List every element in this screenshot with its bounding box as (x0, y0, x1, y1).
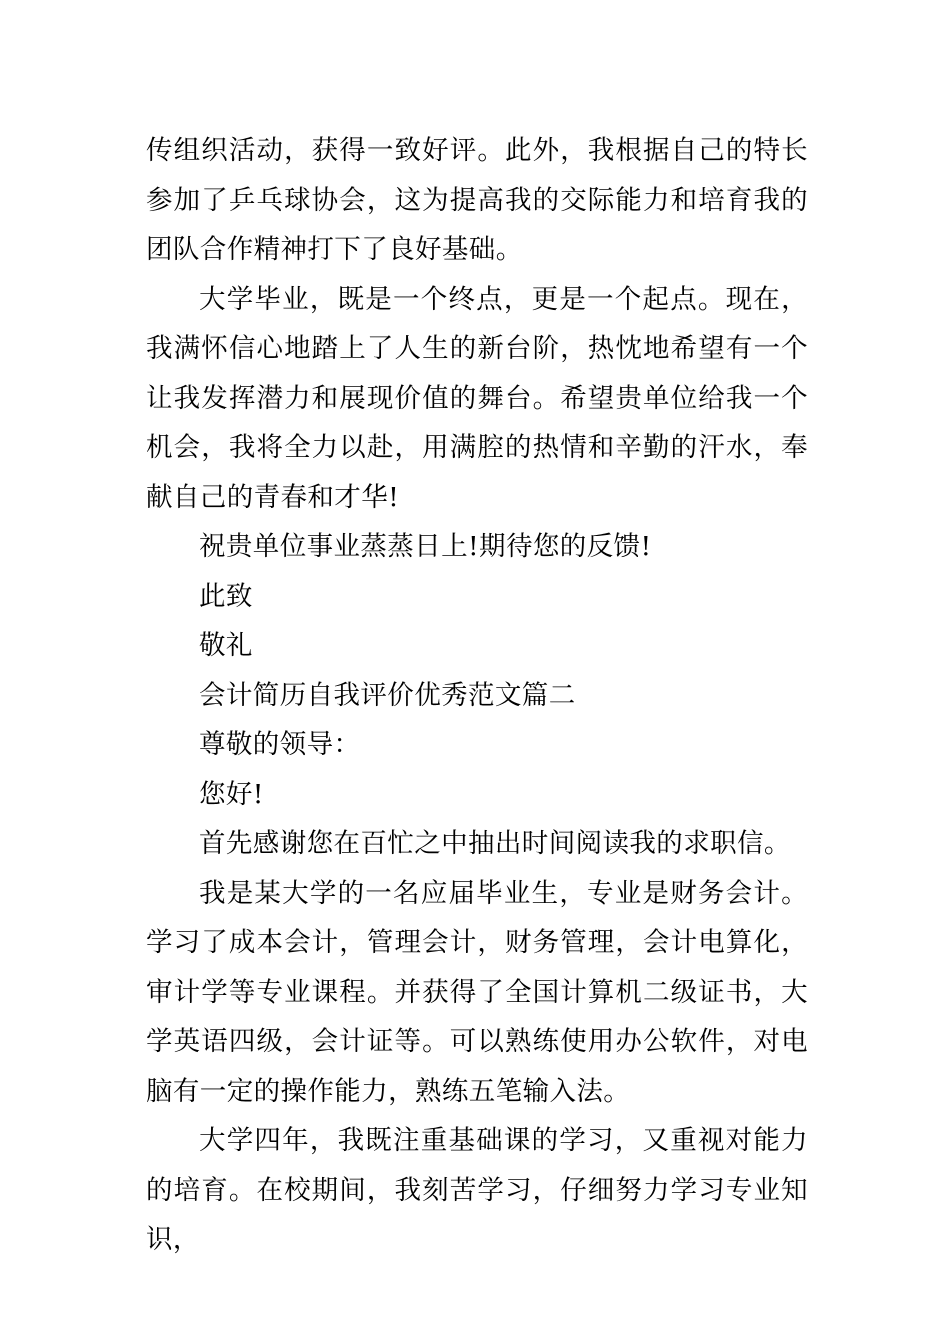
paragraph-university-years: 大学四年，我既注重基础课的学习，又重视对能力的培育。在校期间，我刻苦学习，仔细努力学习专业知识， (146, 1125, 808, 1255)
paragraph-wishes: 祝贵单位事业蒸蒸日上!期待您的反馈! (199, 531, 652, 562)
paragraph-thanks: 首先感谢您在百忙之中抽出时间阅读我的求职信。 (199, 828, 791, 859)
document-body (146, 126, 808, 1265)
greeting-recipient: 尊敬的领导： (199, 729, 361, 760)
closing-regards: 敬礼 (199, 630, 253, 661)
section-title: 会计简历自我评价优秀范文篇二 (199, 679, 576, 711)
paragraph-graduation: 大学毕业，既是一个终点，更是一个起点。现在，我满怀信心地踏上了人生的新台阶，热忱地希望有一个让我发挥潜力和展现价值的舞台。希望贵单位给我一个机会，我将全力以赴，用满腔的热情和辛勤的汗水，奉献自己的青春和才华! (146, 283, 808, 513)
greeting-hello: 您好! (199, 778, 264, 810)
paragraph-continuation: 传组织活动，获得一致好评。此外，我根据自己的特长参加了乒乓球协会，这为提高我的交际能力和培育我的团队合作精神打下了良好基础。 (146, 135, 808, 265)
paragraph-background: 我是某大学的一名应届毕业生，专业是财务会计。学习了成本会计，管理会计，财务管理，会计电算化，审计学等专业课程。并获得了全国计算机二级证书，大学英语四级，会计证等。可以熟练使用办公软件，对电脑有一定的操作能力，熟练五笔输入法。 (146, 877, 808, 1107)
closing-salutation: 此致 (199, 580, 253, 612)
